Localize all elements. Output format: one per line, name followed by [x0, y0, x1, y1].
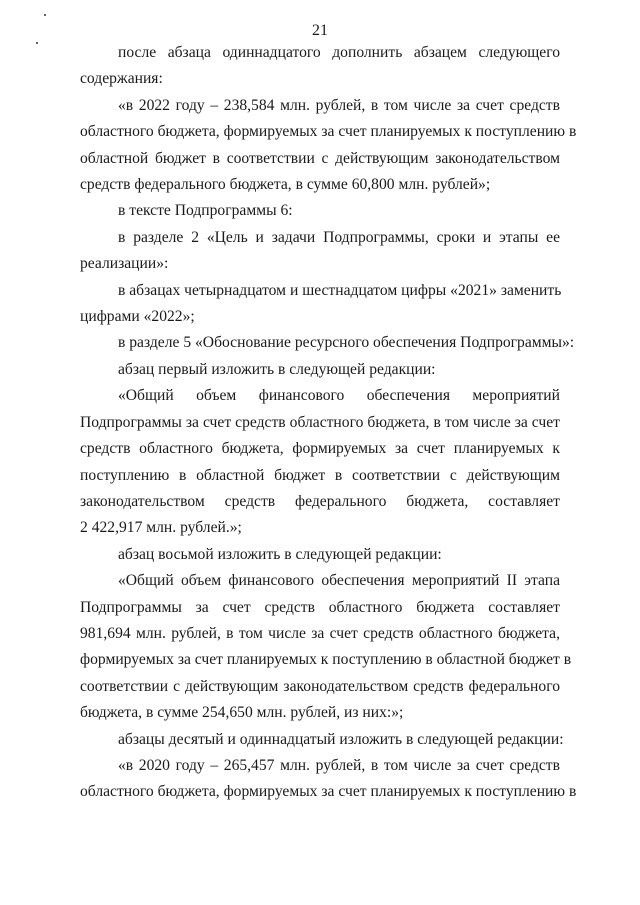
text-line: в абзацах четырнадцатом и шестнадцатом цифры «2021» заменить: [118, 281, 562, 299]
text-line: средств областного бюджета, формируемых за счет планируемых к: [80, 440, 560, 458]
paragraph-p8: [80, 383, 560, 541]
paragraph-p10: [80, 568, 572, 726]
text-line: в разделе 2 «Цель и задачи Подпрограммы, сроки и этапы ее: [118, 228, 560, 246]
paragraph-p11: [80, 727, 564, 753]
text-line: областного бюджета, формируемых за счет планируемых к поступлению в: [80, 783, 577, 801]
paragraph-p5: [80, 278, 560, 331]
text-line: «Общий объем финансового обеспечения мероприятий: [118, 387, 560, 405]
text-line: Подпрограммы за счет средств областного бюджета составляет: [80, 598, 560, 616]
text-line: в тексте Подпрограммы 6:: [118, 202, 293, 220]
text-line: «в 2022 году – 238,584 млн. рублей, в том числе за счет средств: [118, 96, 560, 114]
text-line: абзацы десятый и одиннадцатый изложить в следующей редакции:: [118, 730, 564, 748]
paragraph-p4: [80, 225, 560, 278]
text-line: цифрами «2022»;: [80, 308, 195, 326]
text-line: соответствии с действующим законодательством средств федерального: [80, 677, 560, 695]
text-line: областной бюджет в соответствии с действующим законодательством: [80, 149, 560, 167]
text-line: формируемых за счет планируемых к поступлению в областной бюджет в: [80, 651, 572, 669]
text-line: в разделе 5 «Обоснование ресурсного обеспечения Подпрограммы»:: [118, 334, 575, 352]
document-body: [80, 40, 577, 806]
scan-speck: [36, 42, 38, 44]
text-line: областного бюджета, формируемых за счет планируемых к поступлению в: [80, 123, 577, 141]
text-line: законодательством средств федерального бюджета, составляет: [80, 492, 560, 510]
text-line: после абзаца одиннадцатого дополнить абзацем следующего: [118, 44, 560, 61]
scan-speck: [44, 14, 46, 16]
paragraph-p12: [80, 753, 577, 806]
text-line: абзац первый изложить в следующей редакции:: [118, 360, 436, 378]
paragraph-p3: [80, 198, 560, 224]
text-line: бюджета, в сумме 254,650 млн. рублей, из них:»;: [80, 704, 404, 722]
text-line: содержания:: [80, 70, 163, 88]
text-line: поступлению в областной бюджет в соответствии с действующим: [80, 466, 560, 484]
page-number: 21: [312, 22, 328, 39]
text-line: Подпрограммы за счет средств областного бюджета, в том числе за счет: [80, 413, 560, 431]
text-line: «Общий объем финансового обеспечения мероприятий II этапа: [118, 572, 560, 590]
paragraph-p7: [80, 357, 560, 383]
text-line: 981,694 млн. рублей, в том числе за счет средств областного бюджета,: [80, 624, 560, 642]
paragraph-p2: [80, 93, 577, 199]
text-line: 2 422,917 млн. рублей.»;: [80, 519, 242, 537]
text-line: средств федерального бюджета, в сумме 60,800 млн. рублей»;: [80, 176, 491, 194]
text-line: «в 2020 году – 265,457 млн. рублей, в том числе за счет средств: [118, 756, 560, 774]
paragraph-p1: [80, 40, 560, 93]
text-line: реализации»:: [80, 255, 169, 273]
text-line: абзац восьмой изложить в следующей редакции:: [118, 545, 442, 563]
paragraph-p9: [80, 542, 560, 568]
paragraph-p6: [80, 330, 575, 356]
